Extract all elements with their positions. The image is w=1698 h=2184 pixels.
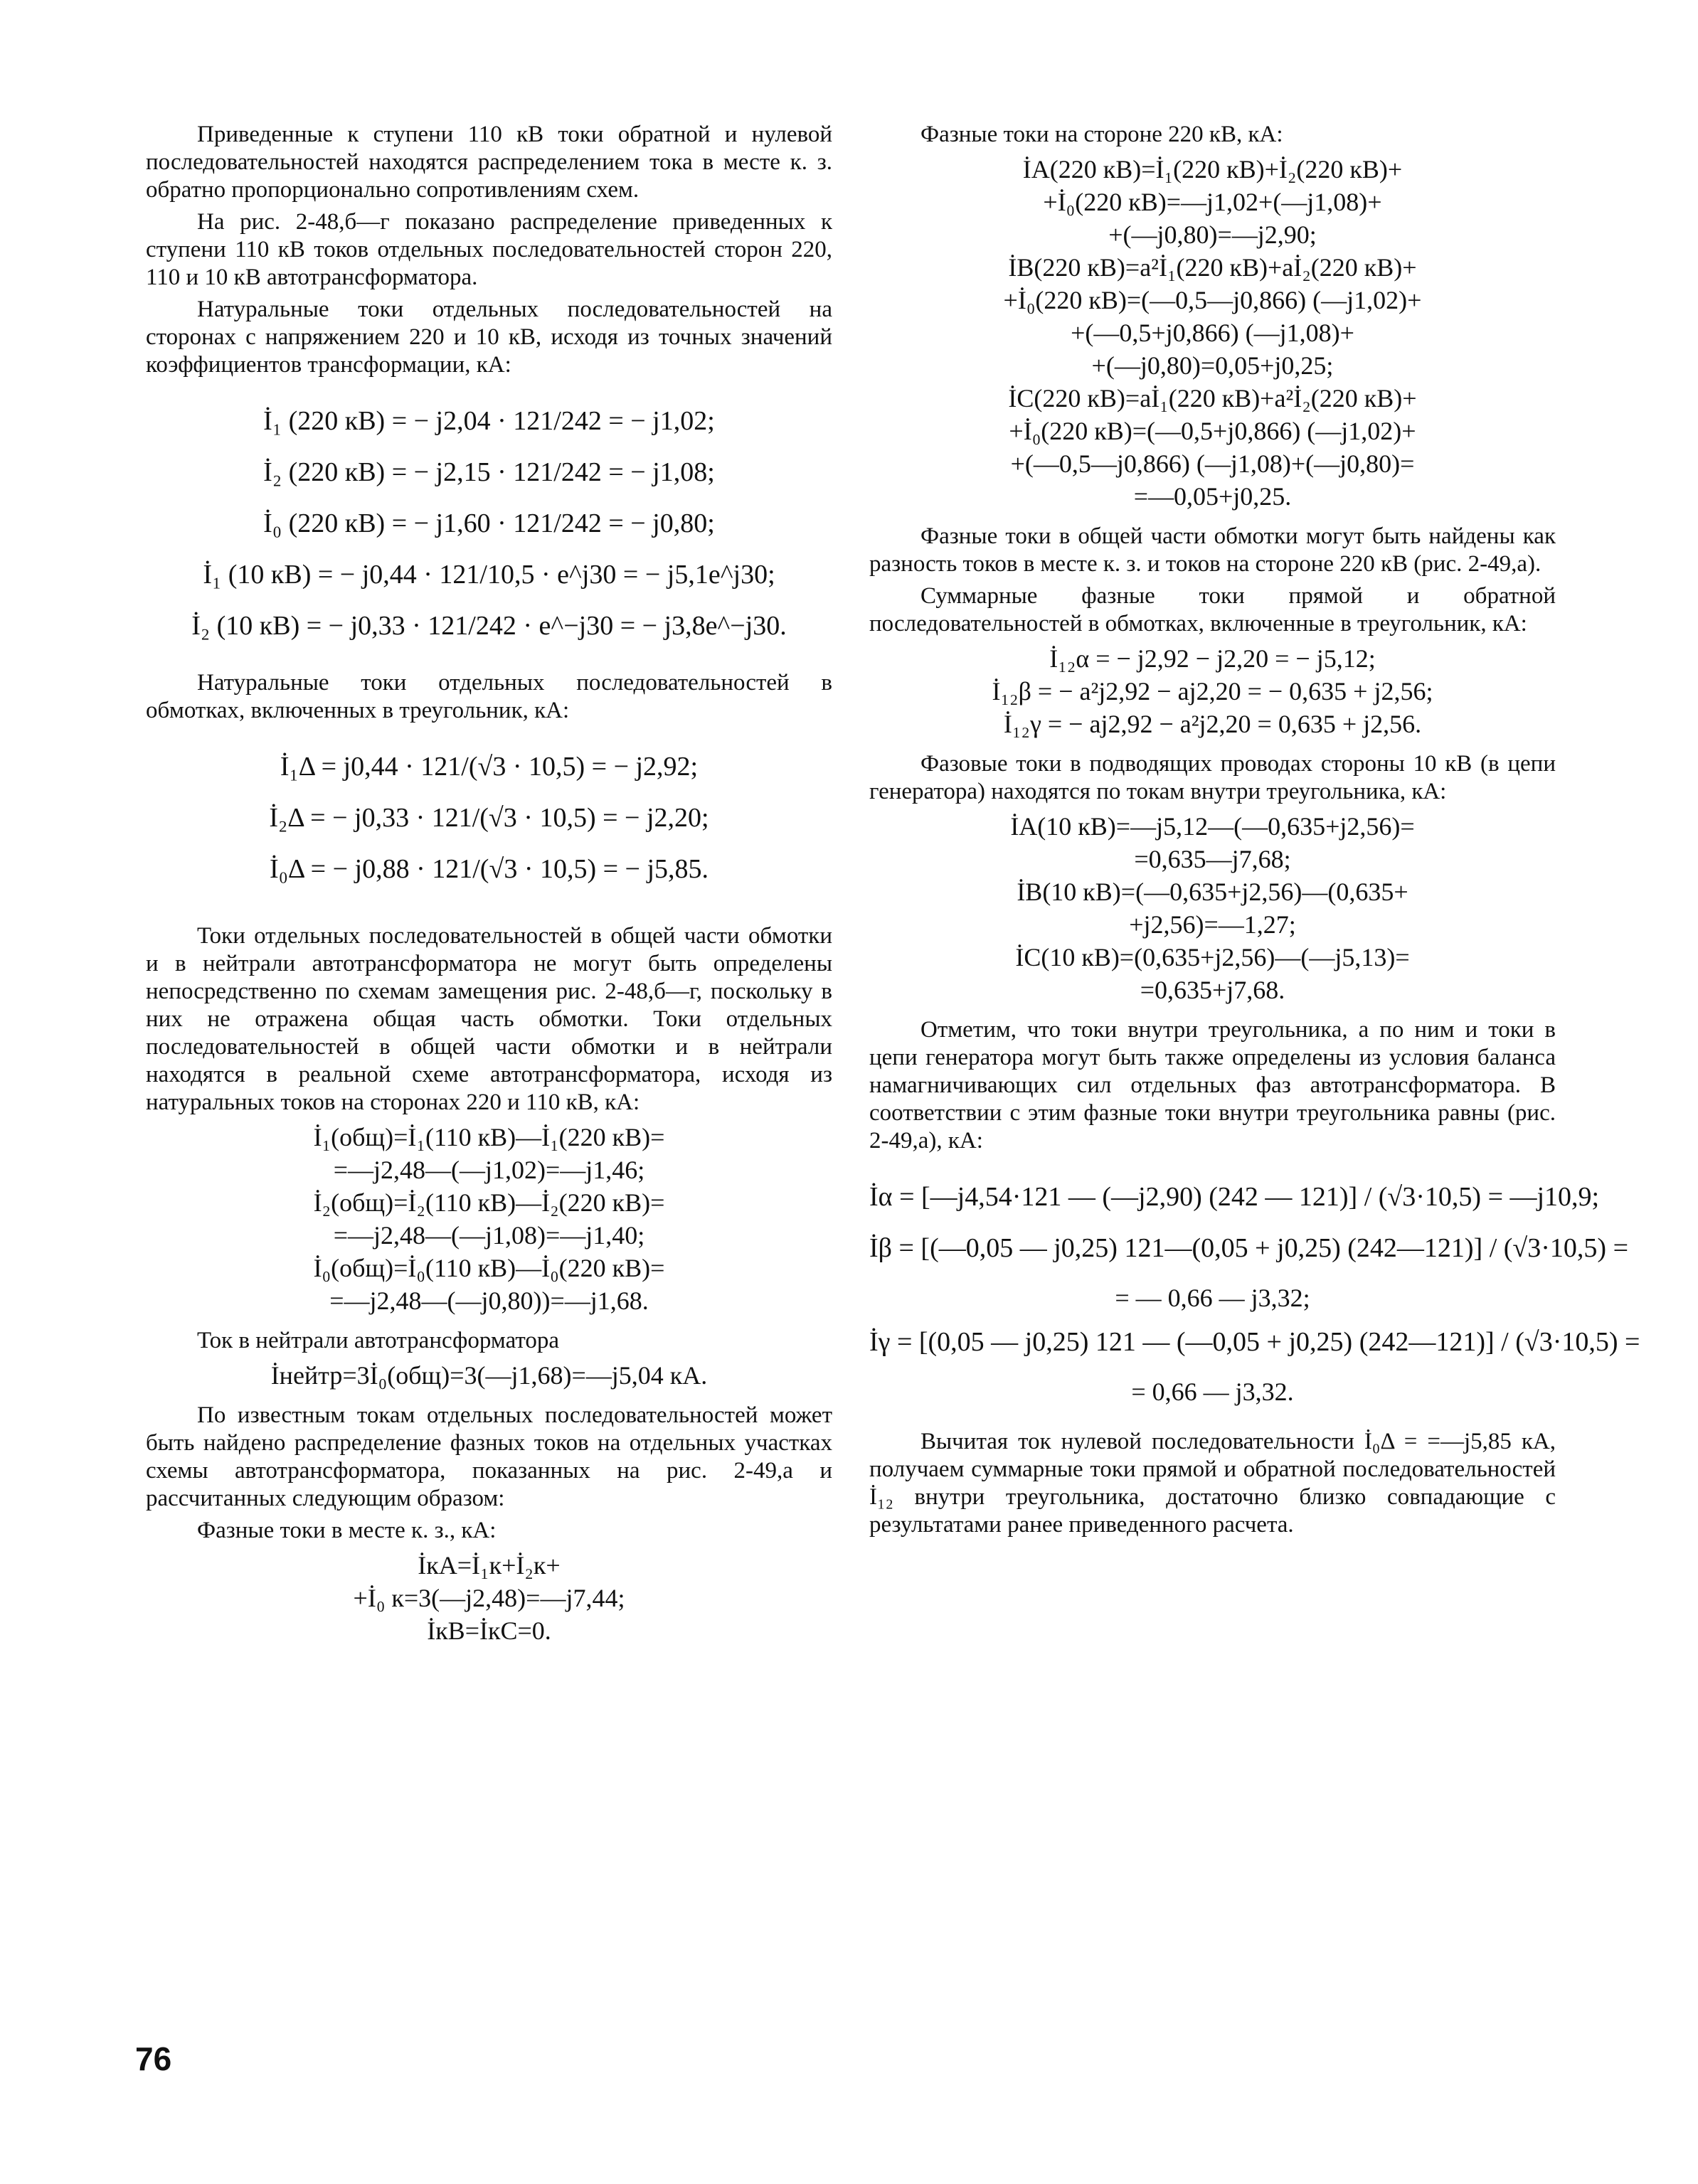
equation: +İ₀(220 кВ)=(—0,5+j0,866) (—j1,02)+	[1009, 417, 1416, 445]
equation: İнейтр=3İ₀(общ)=3(—j1,68)=—j5,04 кА.	[270, 1361, 708, 1390]
right-column	[869, 121, 1640, 1543]
paragraph: Приведенные к ступени 110 кВ токи обратной и нулевой последовательностей находятся распределением тока в месте к. з. обратно пропорционально сопротивлениям схем.	[146, 122, 832, 203]
equation: =0,635—j7,68;	[1134, 845, 1291, 873]
equation: İС(220 кВ)=aİ₁(220 кВ)+a²İ₂(220 кВ)+	[1008, 384, 1417, 412]
equation: İ₂(общ)=İ₂(110 кВ)—İ₂(220 кВ)=	[313, 1188, 665, 1217]
paragraph: По известным токам отдельных последовательностей может быть найдено распределение фазных токов на отдельных участках схемы автотрансформатора, показанных на рис. 2-49,а и рассчитанных следующим образом:	[146, 1402, 832, 1511]
equation: İγ = [(0,05 — j0,25) 121 — (—0,05 + j0,25) (242—121)] / (√3·10,5) =	[869, 1327, 1640, 1357]
equation: İ₂ (220 кВ) = − j2,15 · 121/242 = − j1,08;	[263, 457, 715, 487]
equation: +(—0,5+j0,866) (—j1,08)+	[1071, 319, 1354, 347]
equation: İ₁ (10 кВ) = − j0,44 · 121/10,5 · e^j30 = − j5,1e^j30;	[203, 560, 775, 590]
paragraph: Натуральные токи отдельных последовательностей на сторонах с напряжением 220 и 10 кВ, исходя из точных значений коэффициентов трансформации, кА:	[146, 297, 832, 378]
equation: İ₀ (220 кВ) = − j1,60 · 121/242 = − j0,80;	[263, 508, 715, 538]
equation: İ₁₂γ = − aj2,92 − a²j2,20 = 0,635 + j2,56.	[1003, 710, 1422, 738]
equation: İВ(10 кВ)=(—0,635+j2,56)—(0,635+	[1017, 878, 1408, 906]
equation: İА(10 кВ)=—j5,12—(—0,635+j2,56)=	[1010, 812, 1415, 841]
equation: İ₁₂β = − a²j2,92 − aj2,20 = − 0,635 + j2,56;	[992, 677, 1433, 705]
page-number: 76	[135, 2040, 172, 2077]
equation: = 0,66 — j3,32.	[1131, 1378, 1294, 1406]
paragraph: Фазные токи в общей части обмотки могут быть найдены как разность токов в месте к. з. и токов на стороне 220 кВ (рис. 2-49,а).	[869, 523, 1556, 577]
equation: +j2,56)=—1,27;	[1129, 910, 1296, 939]
equation: +(—j0,80)=0,05+j0,25;	[1091, 351, 1334, 380]
equation: +(—j0,80)=—j2,90;	[1108, 220, 1317, 249]
equation: İ₁₂α = − j2,92 − j2,20 = − j5,12;	[1049, 644, 1376, 673]
paragraph: Токи отдельных последовательностей в общей части обмотки и в нейтрали автотрансформатора не могут быть определены непосредственно по схемам замещения рис. 2-48,б—г, поскольку в них не отражена общая часть обмотки. Токи отдельных последовательностей в общей части обмотки и в нейтрали находятся в реальной схеме автотрансформатора, исходя из натуральных токов на сторонах 220 и 110 кВ, кА:	[146, 923, 832, 1115]
equation: İС(10 кВ)=(0,635+j2,56)—(—j5,13)=	[1015, 943, 1410, 971]
equation: =—j2,48—(—j0,80))=—j1,68.	[329, 1287, 649, 1315]
paragraph: На рис. 2-48,б—г показано распределение приведенных к ступени 110 кВ токов отдельных последовательностей сторон 220, 110 и 10 кВ автотрансформатора.	[146, 209, 832, 290]
equation: İА(220 кВ)=İ₁(220 кВ)+İ₂(220 кВ)+	[1022, 155, 1403, 183]
paragraph: Фазные токи в месте к. з., кА:	[197, 1518, 497, 1543]
equation: İВ(220 кВ)=a²İ₁(220 кВ)+aİ₂(220 кВ)+	[1008, 253, 1417, 282]
paragraph: Суммарные фазные токи прямой и обратной последовательностей в обмотках, включенные в треугольник, кА:	[869, 583, 1556, 636]
equation: =—0,05+j0,25.	[1133, 482, 1292, 511]
equation: = — 0,66 — j3,32;	[1115, 1284, 1310, 1312]
equation: İ₀(общ)=İ₀(110 кВ)—İ₀(220 кВ)=	[313, 1254, 665, 1282]
equation: =—j2,48—(—j1,02)=—j1,46;	[333, 1156, 645, 1184]
equation: İ₁Δ = j0,44 · 121/(√3 · 10,5) = − j2,92;	[280, 752, 699, 782]
paragraph: Фазовые токи в подводящих проводах стороны 10 кВ (в цепи генератора) находятся по токам внутри треугольника, кА:	[869, 751, 1556, 804]
equation: İ₂Δ = − j0,33 · 121/(√3 · 10,5) = − j2,20;	[269, 803, 709, 833]
equation: İкВ=İкС=0.	[427, 1616, 551, 1645]
equation: İкА=İ₁к+İ₂к+	[418, 1551, 561, 1580]
paragraph: Вычитая ток нулевой последовательности İ₀Δ = =—j5,85 кА, получаем суммарные токи прямой и обратной последовательностей İ₁₂ внутри треугольника, достаточно близко совпадающие с результатами ранее приведенного расчета.	[869, 1429, 1556, 1538]
equation: +İ₀ к=3(—j2,48)=—j7,44;	[353, 1584, 625, 1612]
left-column	[146, 121, 832, 1647]
paragraph: Фазные токи на стороне 220 кВ, кА:	[920, 122, 1283, 147]
paragraph: Отметим, что токи внутри треугольника, а по ним и токи в цепи генератора могут быть также определены из условия баланса намагничивающих сил отдельных фаз автотрансформатора. В соответствии с этим фазные токи внутри треугольника равны (рис. 2-49,а), кА:	[869, 1017, 1556, 1154]
equation: +İ₀(220 кВ)=—j1,02+(—j1,08)+	[1043, 188, 1382, 216]
equation: İ₂ (10 кВ) = − j0,33 · 121/242 · e^−j30 = − j3,8e^−j30.	[191, 611, 787, 641]
equation: İβ = [(—0,05 — j0,25) 121—(0,05 + j0,25) (242—121)] / (√3·10,5) =	[869, 1233, 1629, 1263]
equation: İ₁ (220 кВ) = − j2,04 · 121/242 = − j1,02;	[263, 406, 715, 436]
paragraph: Натуральные токи отдельных последовательностей в обмотках, включенных в треугольник, кА:	[146, 670, 832, 723]
equation: İ₁(общ)=İ₁(110 кВ)—İ₁(220 кВ)=	[313, 1123, 665, 1151]
equation: =—j2,48—(—j1,08)=—j1,40;	[333, 1221, 645, 1250]
equation: +İ₀(220 кВ)=(—0,5—j0,866) (—j1,02)+	[1003, 286, 1422, 314]
equation: +(—0,5—j0,866) (—j1,08)+(—j0,80)=	[1010, 449, 1415, 478]
paragraph: Ток в нейтрали автотрансформатора	[197, 1328, 560, 1353]
equation: İ₀Δ = − j0,88 · 121/(√3 · 10,5) = − j5,85.	[269, 854, 709, 884]
equation: İα = [—j4,54·121 — (—j2,90) (242 — 121)] / (√3·10,5) = —j10,9;	[869, 1182, 1600, 1212]
equation: =0,635+j7,68.	[1140, 976, 1285, 1004]
